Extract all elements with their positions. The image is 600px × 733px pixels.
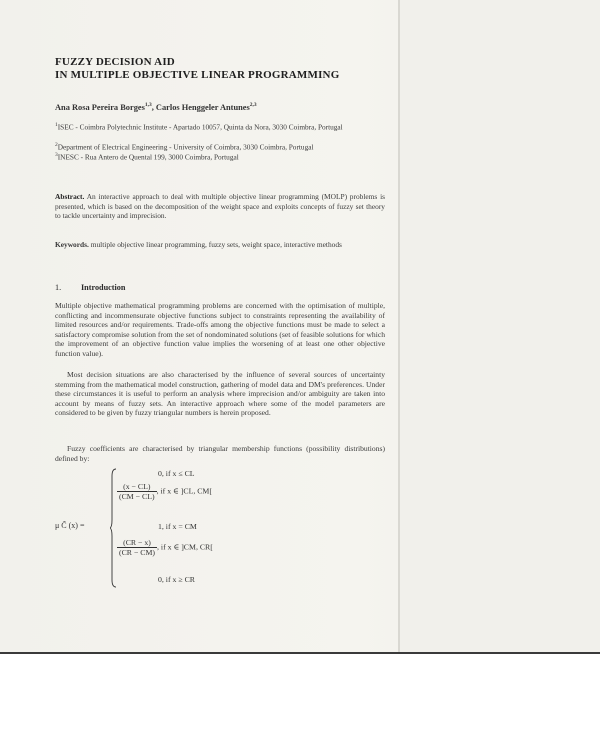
keywords-label: Keywords. (55, 240, 89, 249)
paragraph-3: Fuzzy coefficients are characterised by triangular membership functions (possibility distributions) defined by: (55, 444, 385, 463)
case-1: 0, if x ≤ CL (158, 469, 195, 478)
section-heading (55, 283, 125, 292)
case-4 (117, 538, 213, 557)
paper-title (55, 56, 339, 82)
paragraph-1: Multiple objective mathematical programming problems are concerned with the optimisation of multiple, conflicting and incommensurate objective functions subject to constraints representing the availability of limited resources and/or requirements. Trade-offs among the objective functions must be made to select a satisfactory compromise solution from the set of nondominated solutions (set of feasible solutions for which the improvement of an objective function value implies the worsening of at least one other objective function value). (55, 301, 385, 358)
author-2-sup: 2,3 (249, 102, 257, 108)
case-2 (117, 482, 212, 501)
abstract (55, 192, 385, 221)
affiliation-2: $^2$Department of Electrical Engineering - University of Coimbra, 3030 Coimbra, Portugal (55, 142, 314, 152)
abstract-text: An interactive approach to deal with multiple objective linear programming (MOLP) problems is presented, which is based on the decomposition of the weight space and exploits concepts of fuzzy set theory to tackle uncertainty and imprecision. (55, 192, 385, 221)
title-line-1: FUZZY DECISION AID (55, 56, 175, 68)
author-1-sup: 1,3 (144, 102, 152, 108)
case-2-numerator: (x − CL) (117, 482, 157, 492)
case-4-numerator: (CR − x) (117, 538, 157, 548)
page-margin-right (400, 0, 600, 652)
case-2-denominator: (CM − CL) (119, 492, 155, 501)
author-line (55, 102, 257, 112)
scan-edge-line (0, 652, 600, 654)
formula-lhs: μ C̃ (x) = (55, 521, 85, 530)
abstract-label: Abstract. (55, 192, 85, 201)
section-number: 1. (55, 283, 62, 292)
affiliation-3: $^3$INESC - Rua Antero de Quental 199, 3000 Coimbra, Portugal (55, 152, 239, 162)
keywords (55, 240, 385, 250)
scan-bottom-margin (0, 652, 600, 733)
case-2-condition: , if x ∈ ]CL, CM[ (156, 486, 212, 496)
author-1: Ana Rosa Pereira Borges (55, 102, 145, 112)
page-fold (398, 0, 400, 652)
title-line-2: IN MULTIPLE OBJECTIVE LINEAR PROGRAMMING (55, 69, 340, 81)
membership-function-formula (55, 466, 395, 591)
section-title: Introduction (81, 283, 126, 292)
case-5: 0, if x ≥ CR (158, 575, 195, 584)
author-2: Carlos Henggeler Antunes (155, 102, 250, 112)
left-brace-icon (110, 468, 117, 588)
case-4-denominator: (CR − CM) (119, 548, 156, 557)
affiliation-1: $^1$ISEC - Coimbra Polytechnic Institute - Apartado 10057, Quinta da Nora, 3030 Coimbra, Portugal (55, 122, 343, 132)
author-separator: , (151, 102, 156, 112)
paragraph-2: Most decision situations are also characterised by the influence of several sources of uncertainty stemming from the mathematical model construction, gathering of model data and DM's preferences. Under these circumstances it is useful to perform an analysis where imprecision and/or ambiguity are taken into account by means of fuzzy sets. An interactive approach where some of the model parameters are considered to be given by fuzzy triangular numbers is herein proposed. (55, 370, 385, 418)
keywords-text: multiple objective linear programming, fuzzy sets, weight space, interactive methods (88, 240, 342, 249)
case-4-condition: , if x ∈ ]CM, CR[ (157, 542, 213, 552)
case-3: 1, if x = CM (158, 522, 197, 531)
